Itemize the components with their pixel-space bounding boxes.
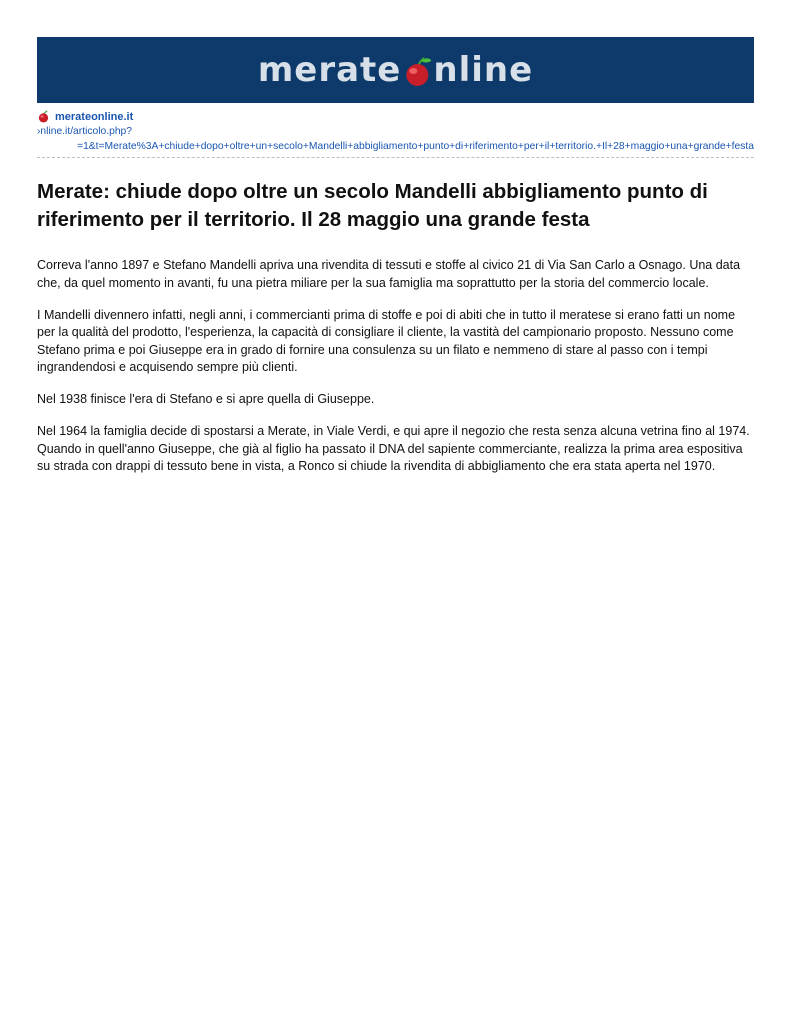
cherry-favicon-icon bbox=[37, 110, 50, 123]
merateonline-logo[interactable] bbox=[258, 50, 533, 90]
logo-text-nline: nline bbox=[433, 50, 534, 90]
article-paragraph: Correva l'anno 1897 e Stefano Mandelli apriva una rivendita di tessuti e stoffe al civico 21 di Via San Carlo a Osnago. Una data che, da quel momento in avanti, fu una pietra miliare per la sua famiglia ma soprattutto per la storia del commercio locale. bbox=[37, 258, 741, 290]
cherry-icon bbox=[402, 57, 432, 87]
article-body bbox=[37, 257, 754, 490]
article-paragraph: I Mandelli divennero infatti, negli anni, i commercianti prima di stoffe e poi di abiti che in tutto il meratese si erano fatti un nome per la qualità del prodotto, l'esperienza, la capacità di consigliare il cliente, la vastità del campionario proposto. Nessuno come Stefano prima e poi Giuseppe era in grado di fornire una consulenza su un filato e nemmeno di stare al passo con i tempi ingrandendosi e acquisendo sempre più clienti. bbox=[37, 307, 736, 374]
article-paragraph: Nel 1938 finisce l'era di Stefano e si apre quella di Giuseppe. bbox=[37, 392, 375, 406]
article-paragraph: Nel 1964 la famiglia decide di spostarsi a Merate, in Viale Verdi, e qui apre il negozio che resta senza alcuna vetrina fino al 1974. Quando in quell'anno Giuseppe, che già al figlio ha passato il DNA del sapiente commerciante, realizza la prima area espositiva su strada con drappi di tessuto bene in vista, a Ronco si chiude la rivendita di abbigliamento che era stata aperta nel 1970. bbox=[37, 424, 750, 473]
url-line-2: =1&t=Merate%3A+chiude+dopo+oltre+un+secolo+Mandelli+abbigliamento+punto+di+riferimento+per+il+territorio.+Il+28+maggio+una+grande+festa bbox=[77, 141, 754, 152]
logo-text-merate: merate bbox=[257, 50, 402, 90]
article-title: Merate: chiude dopo oltre un secolo Mandelli abbigliamento punto di riferimento per il territorio. Il 28 maggio una grande festa bbox=[37, 180, 708, 231]
source-site-name: merateonline.it bbox=[55, 110, 134, 123]
header-banner bbox=[37, 37, 754, 103]
url-line-1: ›nline.it/articolo.php? bbox=[37, 126, 133, 137]
dashed-divider bbox=[37, 157, 754, 158]
article-url-link[interactable] bbox=[37, 124, 754, 154]
source-site[interactable] bbox=[37, 110, 133, 123]
